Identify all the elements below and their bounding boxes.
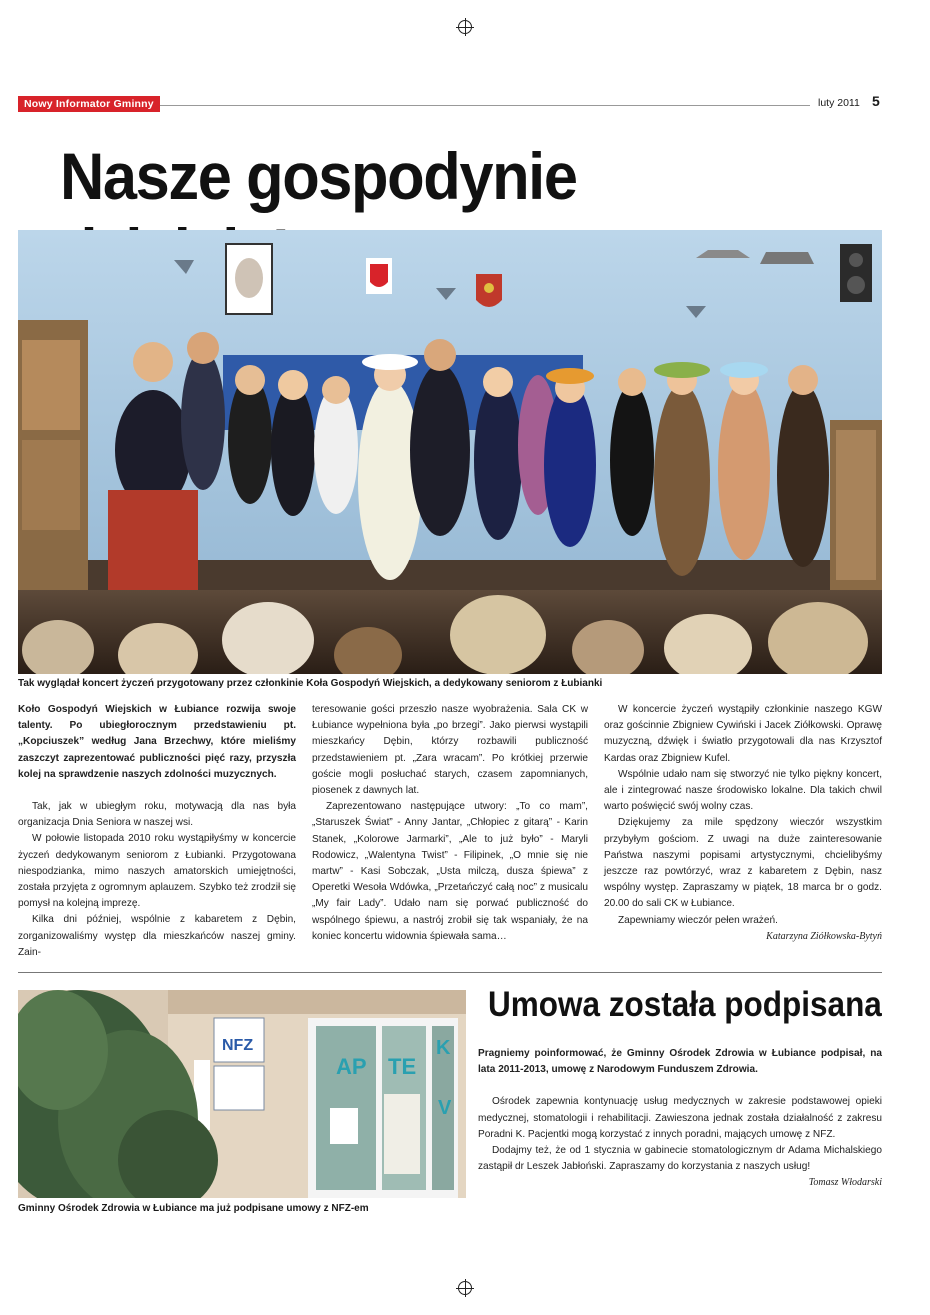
header-rule <box>160 105 810 106</box>
window-letters: V <box>438 1097 452 1119</box>
concert-photo <box>18 230 882 674</box>
article1-column-1 <box>18 702 296 961</box>
article1-paragraph: Kilka dni później, wspólnie z kabaretem z Dębin, zorganizowaliśmy występ dla mieszkańców naszej gminy. Zain- <box>18 914 296 958</box>
window-letters: K <box>436 1037 451 1059</box>
article2-body <box>478 1046 882 1192</box>
article1-paragraph: Zaprezentowano następujące utwory: „To co mam”, „Staruszek Świat” - Anny Jantar, „Chłopiec z gitarą” - Karin Stanek, „Kolorowe Jarmarki”, „Ale to już było” - Maryli Rodowicz, „Walentyna Twist” - Filipinek, „O mnie się nie martw” - Kasi Sobczak, „Usta milczą, dusza śpiewa” z Operetki Wesoła Wdówka, „Przetańczyć całą noc” z musicalu „My fair Lady”. Udało nam się porwać publiczność do wspólnego śpiewu, a nastrój zrobił się tak wspaniały, że na koniec koncertu widownia śpiewała sama… <box>312 801 588 942</box>
article1-paragraph: W połowie listopada 2010 roku wystąpiłyśmy w koncercie życzeń dedykowanym seniorom z Łubianki. Przygotowana niespodzianka, mimo naszych amatorskich umiejętności, została przyjęta z ogromnym aplauzem. Szybko też zrodził się pomysł na kolejną imprezę. <box>18 833 296 910</box>
page-number: 5 <box>872 93 880 109</box>
article2-lead: Pragniemy poinformować, że Gminny Ośrodek Zdrowia w Łubiance podpisał, na lata 2011-2013, umowę z Narodowym Funduszem Zdrowia. <box>478 1048 882 1076</box>
issue-date: luty 2011 <box>818 97 860 109</box>
window-letters: AP <box>336 1054 367 1079</box>
article1-author: Katarzyna Ziółkowska-Bytyń <box>766 930 882 942</box>
section-divider <box>18 972 882 973</box>
article1-paragraph: Tak, jak w ubiegłym roku, motywacją dla nas była organizacja Dnia Seniora w naszej wsi. <box>18 801 296 829</box>
article1-paragraph: Zapewniamy wieczór pełen wrażeń. <box>618 914 778 926</box>
masthead: Nowy Informator Gminny <box>18 96 160 112</box>
registration-mark-top <box>458 20 472 34</box>
article2-paragraph: Ośrodek zapewnia kontynuację usług medycznych w zakresie podstawowej opieki medycznej, stomatologii i rehabilitacji. Zawieszona jednak została działalność z zakresu Poradni K. Pacjentki mogą korzystać z innych poradni, mających umowę z NFZ. <box>478 1096 882 1140</box>
article-headline: Nasze gospodynie <box>60 139 577 213</box>
article1-paragraph: W koncercie życzeń wystąpiły członkinie naszego KGW oraz gościnnie Zbigniew Cywiński i Jacek Ziółkowski. Oprawę muzyczną, dźwięk i światło przygotowali dla nas Krzysztof Kardas oraz Zbigniew Kufel. <box>604 704 882 764</box>
article2-headline: Umowa została podpisana <box>488 985 882 1024</box>
concert-photo-caption: Tak wyglądał koncert życzeń przygotowany przez członkinie Koła Gospodyń Wiejskich, a dedykowany seniorom z Łubianki <box>18 678 603 689</box>
article1-paragraph: Wspólnie udało nam się stworzyć nie tylko piękny koncert, ale i zintegrować nasze środowisko lokalne. Dla takich chwil warto poświęcić swój wolny czas. <box>604 768 882 813</box>
clinic-photo <box>18 990 466 1198</box>
nfz-sign: NFZ <box>222 1037 254 1054</box>
article1-lead: Koło Gospodyń Wiejskich w Łubiance rozwija swoje talenty. Po ubiegłorocznym przedstawieniu pt. „Kopciuszek” według Jana Brzechwy, które mieliśmy zaszczyt zaprezentować publiczności pięć razy, przyszła kolej na sprawdzenie naszych zdolności muzycznych. <box>18 704 296 780</box>
article1-paragraph: Dziękujemy za mile spędzony wieczór wszystkim przybyłym gościom. Z uwagi na duże zainteresowanie Państwa naszymi popisami artystycznymi, chcielibyśmy jeszcze raz powtórzyć, wraz z kabaretem z Dębin, nasz wspólny występ. Zapraszamy w piątek, 18 marca br o godz. 20.00 do sali CK w Łubiance. <box>604 817 882 910</box>
article2-paragraph: Dodajmy też, że od 1 stycznia w gabinecie stomatologicznym dr Adama Michalskiego zastąpił dr Leszek Jabłoński. Zapraszamy do korzystania z naszych usług! <box>478 1145 882 1173</box>
clinic-photo-caption: Gminny Ośrodek Zdrowia w Łubiance ma już podpisane umowy z NFZ-em <box>18 1203 369 1214</box>
article1-paragraph: teresowanie gości przeszło nasze wyobrażenia. Sala CK w Łubiance wypełniona była „po brzegi”. Jako pierwsi wystąpili mieszkańcy Dębin, którzy rozbawili publiczność przedstawieniem pt. „Zara wracam”. Po krótkiej przerwie goście mogli posłuchać starych, czasem zapomnianych, piosenek z dawnych lat. <box>312 704 588 797</box>
article2-author: Tomasz Włodarski <box>808 1177 882 1189</box>
registration-mark-bottom <box>458 1281 472 1295</box>
article1-column-3 <box>604 702 882 945</box>
window-letters: TE <box>388 1054 417 1079</box>
article1-column-2 <box>312 702 588 945</box>
